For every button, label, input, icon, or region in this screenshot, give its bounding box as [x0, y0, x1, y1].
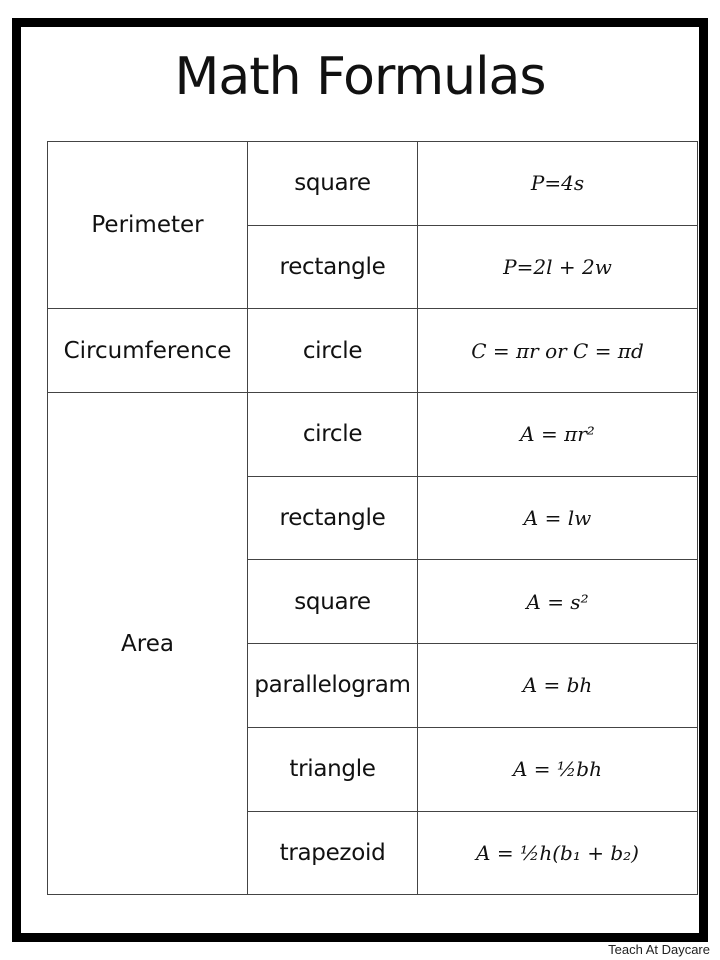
shape-label: square [248, 560, 418, 644]
formula-text: A = ½h(b₁ + b₂) [418, 811, 698, 895]
worksheet-frame [12, 18, 708, 942]
page-title: Math Formulas [174, 47, 546, 107]
category-perimeter: Perimeter [48, 142, 248, 309]
shape-label: rectangle [248, 225, 418, 309]
category-circumference: Circumference [48, 309, 248, 393]
formula-text: A = bh [418, 644, 698, 728]
formula-table [47, 141, 698, 895]
formula-text: A = s² [418, 560, 698, 644]
shape-label: square [248, 142, 418, 226]
table-row [48, 142, 698, 226]
formula-text: C = πr or C = πd [418, 309, 698, 393]
shape-label: parallelogram [248, 644, 418, 728]
formula-text: A = πr² [418, 393, 698, 477]
shape-label: rectangle [248, 476, 418, 560]
formula-text: A = lw [418, 476, 698, 560]
formula-text: P=2l + 2w [418, 225, 698, 309]
shape-label: circle [248, 309, 418, 393]
shape-label: circle [248, 393, 418, 477]
formula-text: P=4s [418, 142, 698, 226]
shape-label: trapezoid [248, 811, 418, 895]
table-row [48, 309, 698, 393]
table-row [48, 393, 698, 477]
formula-text: A = ½bh [418, 727, 698, 811]
footer-credit: Teach At Daycare [608, 942, 710, 957]
category-area: Area [48, 393, 248, 895]
shape-label: triangle [248, 727, 418, 811]
